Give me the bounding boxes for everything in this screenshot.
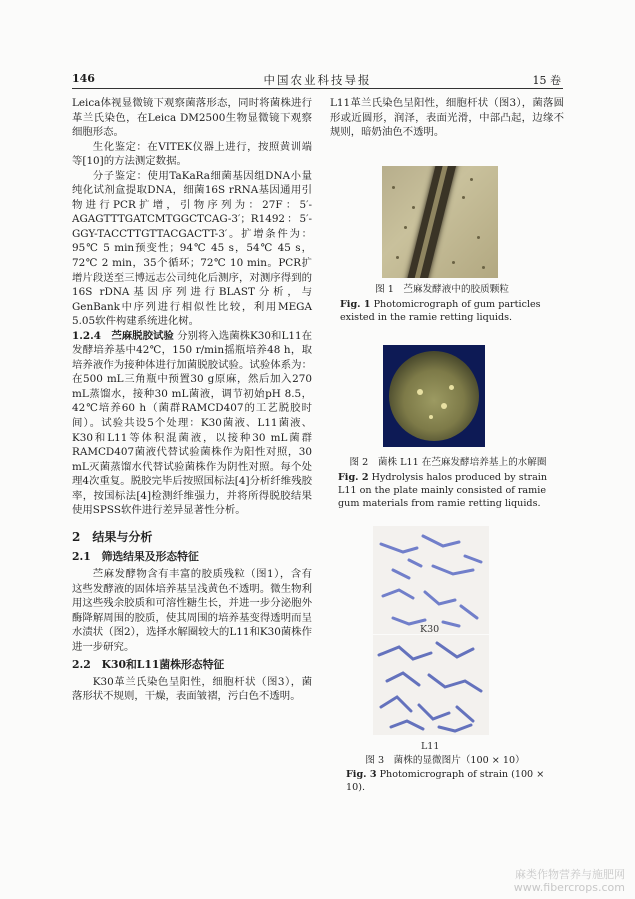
figure-3-label: Fig. 3 xyxy=(346,769,377,780)
figure-2-label: Fig. 2 xyxy=(338,472,369,483)
figure-2-caption-cn: 图 2 菌株 L11 在苎麻发酵培养基上的水解圈 xyxy=(349,457,547,468)
figure-3-caption-cn: 图 3 菌株的显微图片（100 × 10） xyxy=(365,755,525,766)
figure-3-l11-micrograph xyxy=(373,635,489,735)
figure-3-caption-en xyxy=(346,768,558,794)
k30-rods xyxy=(373,526,489,634)
section-heading-results: 2 结果与分析 xyxy=(72,529,153,544)
header-rule xyxy=(72,88,563,89)
figure-3-label-l11: L11 xyxy=(421,741,440,752)
figure-1-caption-en-text: Photomicrograph of gum particles existed in the ramie retting liquids. xyxy=(340,299,541,323)
degumming-text: 分别将入选菌株K30和L11在发酵培养基中42℃，150 r/min摇瓶培养48 h，取培养液作为接种体进行加菌脱胶试验。试验体系为：在500 mL三角瓶中预置30 g原麻，然后加入270 mL蒸馏水，接种30 mL菌液，调节初始pH 8.5，42℃培养60 h（菌群RAMCD407的工艺脱胶时间）。试验共设5个处理：K30菌液、L11菌液、K30和L11等体积混菌液，以接种30 mL菌群RAMCD407菌液代替试验菌株作为阳性对照，30 mL灭菌蒸馏水代替试验菌株作为阴性对照。每个处理4次重复。脱胶完毕后按照国标法[4]分析纤维残胶率，按国标法[4]检测纤维强力，并将所得脱胶结果使用SPSS软件进行差异显著性分析。 xyxy=(72,329,312,517)
figure-2-caption-en-text: Hydrolysis halos produced by strain L11 on the plate mainly consisted of ramie gum materials from ramie retting liquids. xyxy=(338,472,548,509)
paragraph-degumming xyxy=(72,329,312,518)
journal-title: 中国农业科技导报 xyxy=(263,73,372,87)
l11-rods xyxy=(373,635,489,735)
figure-1-caption-cn: 图 1 苎麻发酵液中的胶质颗粒 xyxy=(375,284,509,295)
figure-3-k30-micrograph xyxy=(373,526,489,634)
watermark-url: www.fibercrops.com xyxy=(513,881,625,894)
left-column xyxy=(72,96,312,704)
page-number: 146 xyxy=(72,72,95,85)
paragraph-morphology: Leica体视显微镜下观察菌落形态，同时将菌株进行革兰氏染色，在Leica DM2500生物显微镜下观察细胞形态。 xyxy=(72,97,312,139)
subsection-title-degumming: 1.2.4 苎麻脱胶试验 xyxy=(72,329,174,342)
figure-1-caption-en xyxy=(340,298,555,324)
figure-1-label: Fig. 1 xyxy=(340,299,371,310)
figure-2-caption-en xyxy=(338,471,560,510)
figure-1-photomicrograph xyxy=(382,166,498,278)
paragraph-l11: L11革兰氏染色呈阳性，细胞杆状（图3），菌落圆形或近圆形，润泽，表面光滑，中部凸起，边缘不规则，暗奶油色不透明。 xyxy=(330,97,564,139)
subsection-heading-strains: 2.2 K30和L11菌株形态特征 xyxy=(72,658,225,672)
figure-2-petri-dish xyxy=(383,345,485,447)
paragraph-biochem: 生化鉴定：在VITEK仪器上进行，按照黄训端等[10]的方法测定数据。 xyxy=(72,140,312,168)
figure-3-caption-en-text: Photomicrograph of strain (100 × 10). xyxy=(346,769,545,793)
volume-label: 15 卷 xyxy=(532,74,561,87)
figure-3-label-k30: K30 xyxy=(420,624,440,635)
petri-dish xyxy=(389,351,479,441)
paragraph-molecular: 分子鉴定：使用TaKaRa细菌基因组DNA小量纯化试剂盒提取DNA，细菌16S rRNA基因通用引物进行PCR扩增，引物序列为：27F：5′-AGAGTTTGATCMTGGCTCAG-3′；R1492：5′-GGY-TACCTTGTTACGACTT-3′。扩增条件为：95℃ 5 min预变性；94℃ 45 s，54℃ 45 s，72℃ 2 min，35个循环；72℃ 10 min。PCR扩增片段送至三博远志公司纯化后测序，对测序得到的16S rDNA基因序列进行BLAST分析，与GenBank中序列进行相似性比较，利用MEGA 5.05软件构建系统进化树。 xyxy=(72,169,312,328)
paragraph-screening: 苎麻发酵物含有丰富的胶质残粒（图1），含有这些发酵液的固体培养基呈浅黄色不透明。微生物利用这些残余胶质和可溶性糖生长，并进一步分泌胞外酶降解周围的胶质，使其周围的培养基变得透明而呈水渍状（图2），选择水解圈较大的L11和K30菌株作进一步研究。 xyxy=(72,567,312,653)
paragraph-k30: K30革兰氏染色呈阳性，细胞杆状（图3），菌落形状不规则，干燥，表面皱褶，污白色不透明。 xyxy=(72,675,312,703)
right-column xyxy=(330,96,564,140)
subsection-heading-screening: 2.1 筛选结果及形态特征 xyxy=(72,550,199,564)
watermark-site-name: 麻类作物营养与施肥网 xyxy=(515,868,625,881)
